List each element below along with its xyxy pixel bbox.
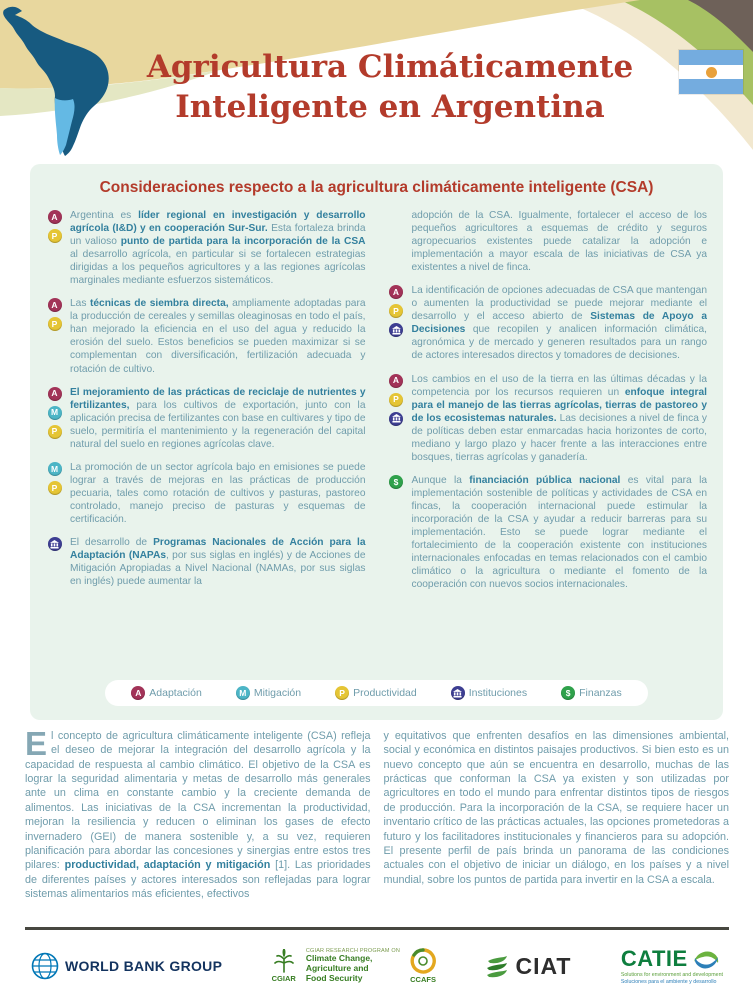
consideration-text: adopción de la CSA. Igualmente, fortalecer el acceso de los pequeños agricultores a esquemas de crédito y seguros agropecuarios existentes puede catalizar la adopción e implementación a mayor escala de las iniciativas de CSA ya existentes a nivel de finca. (411, 210, 707, 274)
ccafs-program-line: Food Security (305, 972, 363, 983)
consideration-item (46, 536, 366, 588)
consideration-item (46, 209, 366, 287)
consideration-item (46, 386, 366, 451)
productivity-icon: P (48, 229, 62, 243)
latin-america-map-icon (2, 6, 130, 156)
considerations-columns (46, 209, 707, 678)
intro-paragraph-left: l concepto de agricultura climáticamente inteligente (CSA) refleja el deseo de mejorar la integración del desarrollo agrícola y la capacidad de respuesta al cambio climático. El objetivo de la CSA es lograr la seguridad alimentaria y metas de desarrollo más generales ante un clima en constante cambio y la creciente demanda de alimentos. Las iniciativas de la CSA incrementan la productividad, mejoran la resiliencia y reducen o eliminan los gases de efecto invernadero (GEI) de manera sostenible y, a su vez, requieren planificación para abordar las concesiones y sinergias entre estos tres pilares: productividad, adaptación y mitigación [1]. Las prioridades de diferentes países y actores interesados son reflejadas para lograr sistemas alimentarios más eficientes, efectivos (25, 730, 371, 900)
consideration-text: Las técnicas de siembra directa, ampliamente adoptadas para la producción de cereales y semillas oleaginosas en todo el país, han mejorado la eficiencia en el uso del agua y reducido la erosión del suelo. Estos beneficios se pueden maximizar si se complementan con diversificación, fertilización adecuada y rotación de cultivo. (70, 298, 366, 375)
footer-logos (25, 938, 729, 994)
productivity-icon: P (389, 393, 403, 407)
world-bank-label: WORLD BANK GROUP (65, 958, 223, 974)
mitigation-icon: M (48, 462, 62, 476)
adaptation-icon: A (389, 285, 403, 299)
badge-column (46, 386, 63, 451)
adaptation-icon: A (48, 387, 62, 401)
productivity-icon: P (389, 304, 403, 318)
considerations-column-left (46, 209, 366, 678)
legend-item (335, 686, 417, 700)
considerations-column-right (388, 209, 708, 678)
ccafs-cgiar-logo (272, 948, 436, 984)
badge-column (46, 461, 63, 526)
intro-text (25, 729, 729, 923)
consideration-item (388, 474, 708, 591)
consideration-item (46, 297, 366, 375)
consideration-text: Argentina es líder regional en investigación y desarrollo agrícola (I&D) y en cooperación Sur-Sur. Esta fortaleza brinda un valioso punto de partida para la incorporación de la CSA al desarrollo agrícola, en particular si se fortalecen estrategias dirigidas a los pequeños agricultores y a las regiones agrícolas marginales mediante esfuerzos sistemáticos. (70, 210, 366, 287)
page-title-line1: Agricultura Climáticamente (146, 49, 634, 85)
consideration-text: Los cambios en el uso de la tierra en las últimas décadas y la competencia por los recursos requieren un enfoque integral para el manejo de las tierras agrícolas, tierras de pastoreo y de los ecosistemas naturales. Las decisiones a nivel de finca y de políticas deben estar enmarcadas hacia horizontes de corto, mediano y largo plazo y hacer frente a las interacciones entre bosques, tierras agrícolas y ganadería. (411, 373, 707, 463)
ccafs-ring-icon (410, 948, 436, 974)
productivity-icon: P (48, 481, 62, 495)
considerations-box (30, 164, 723, 720)
ccafs-program-line: Agriculture and (305, 963, 369, 974)
page-title (135, 48, 645, 127)
ccafs-mark (410, 948, 436, 984)
catie-swirl-icon (690, 946, 720, 972)
flag-sun-icon (706, 67, 717, 78)
badge-column (46, 536, 63, 588)
legend-label: Instituciones (468, 687, 528, 699)
consideration-text: La identificación de opciones adecuadas de CSA que mantengan o aumenten la productividad se puede mejorar mediante el desarrollo y el acceso abierto de Sistemas de Apoyo a Decisiones que recopilen y analicen información climática, agronómica y de mercado y generen resultados para un rango de actores interesados directos y tomadores de decisiones. (411, 285, 707, 362)
catie-label: CATIE (620, 946, 688, 972)
consideration-text: La promoción de un sector agrícola bajo en emisiones se puede lograr a través de mejoras en las prácticas de producción pecuaria, tales como rotación de cultivos y pasturas, pastoreo controlado, manejo preciso de pasturas y esquemas de certificación. (70, 461, 366, 525)
page-title-line2: Inteligente en Argentina (175, 88, 605, 125)
legend (105, 680, 647, 706)
finance-icon: $ (389, 475, 403, 489)
adaptation-icon: A (131, 686, 145, 700)
adaptation-icon: A (48, 298, 62, 312)
considerations-box-title: Consideraciones respecto a la agricultura climáticamente inteligente (CSA) (99, 179, 654, 196)
institutions-icon (389, 412, 403, 426)
consideration-text: El desarrollo de Programas Nacionales de Acción para la Adaptación (NAPAs, por sus siglas en inglés) y de Acciones de Mitigación Apropiadas a Nivel Nacional (NAMAs, por sus siglas en inglés) puede aumentar la (70, 537, 366, 588)
consideration-text: Aunque la financiación pública nacional es vital para la implementación sostenible de políticas y actividades de CSA en fincas, la cooperación internacional puede estimular la incorporación de la CSA y ayudar a reducir barreras para su implementación. Esto se puede lograr mediante el fortalecimiento de la cooperación existente con instituciones internacionales enfocadas en temas relacionados con el cambio climático o la agricultura o mediante el fomento de la cooperación con nuevos socios internacionales. (411, 474, 707, 591)
intro-text-left (25, 729, 371, 923)
legend-item (561, 686, 622, 700)
badge-column (388, 474, 405, 591)
flag-stripe-bottom (679, 79, 743, 94)
intro-text-right (384, 729, 730, 923)
badge-column (388, 209, 405, 274)
consideration-text: El mejoramiento de las prácticas de reciclaje de nutrientes y fertilizantes, para los cultivos de exportación, junto con la aplicación precisa de fertilizantes con base en cultivares y tipo de suelo, permitiría el mantenimiento y la regeneración del capital natural del suelo en regiones agrícolas clave. (70, 386, 366, 450)
ciat-logo (485, 953, 571, 980)
mitigation-icon: M (236, 686, 250, 700)
productivity-icon: P (48, 425, 62, 439)
catie-tagline-en: Solutions for environment and development (620, 972, 723, 979)
world-bank-globe-icon (31, 952, 59, 980)
institutions-icon (451, 686, 465, 700)
adaptation-icon: A (48, 210, 62, 224)
legend-item (236, 686, 301, 700)
argentina-flag-icon (679, 50, 743, 94)
cgiar-mark (272, 949, 296, 983)
ccafs-program-intro: CGIAR RESEARCH PROGRAM ON (305, 948, 401, 955)
legend-item (131, 686, 202, 700)
ccafs-program-line: Climate Change, (305, 953, 373, 964)
badge-column (388, 373, 405, 464)
world-bank-logo (31, 952, 222, 980)
institutions-icon (48, 537, 62, 551)
catie-mark (621, 946, 720, 972)
productivity-icon: P (335, 686, 349, 700)
catie-logo (621, 946, 723, 985)
badge-column (46, 209, 63, 287)
legend-item (451, 686, 527, 700)
footer-divider (25, 927, 729, 930)
mitigation-icon: M (48, 406, 62, 420)
institutions-icon (389, 323, 403, 337)
consideration-item (388, 209, 708, 274)
consideration-item (388, 373, 708, 464)
ccafs-program-text (306, 948, 400, 983)
intro-paragraph-right: y equitativos que enfrenten desafíos en las dimensiones ambiental, social y económica en distintos paisajes productivos. Si bien esto es un nuevo concepto que aún se encuentra en desarrollo, muchas de las prácticas que conforman la CSA ya existen y son utilizadas por agricultores en todo el mundo para enfrentar distintos tipos de riesgos de producción. Para la incorporación de la CSA, se requiere hacer un inventario crítico de las prácticas actuales, las opciones prometedoras a futuro y los facilitadores institucionales y financieros para su adopción. El presente perfil de país brinda un panorama de las condiciones actuales con el objetivo de iniciar un diálogo, en los países y a nivel mundial, sobre los puntos de partida para invertir en la CSA a escala. (383, 730, 729, 886)
consideration-item (388, 284, 708, 362)
cgiar-label: CGIAR (271, 974, 296, 983)
flag-stripe-top (679, 50, 743, 65)
ciat-label: CIAT (515, 952, 572, 979)
cgiar-tree-icon (273, 949, 295, 973)
ciat-leaf-icon (485, 953, 509, 979)
badge-column (46, 297, 63, 375)
catie-tagline-es: Soluciones para el ambiente y desarrollo (620, 979, 717, 985)
legend-label: Mitigación (253, 687, 302, 699)
badge-column (388, 284, 405, 362)
productivity-icon: P (48, 317, 62, 331)
finance-icon: $ (561, 686, 575, 700)
consideration-item (46, 461, 366, 526)
drop-cap: E (25, 729, 48, 762)
legend-label: Adaptación (149, 687, 202, 699)
legend-label: Productividad (353, 687, 417, 699)
adaptation-icon: A (389, 374, 403, 388)
legend-label: Finanzas (579, 687, 622, 699)
ccafs-label: CCAFS (410, 975, 436, 984)
